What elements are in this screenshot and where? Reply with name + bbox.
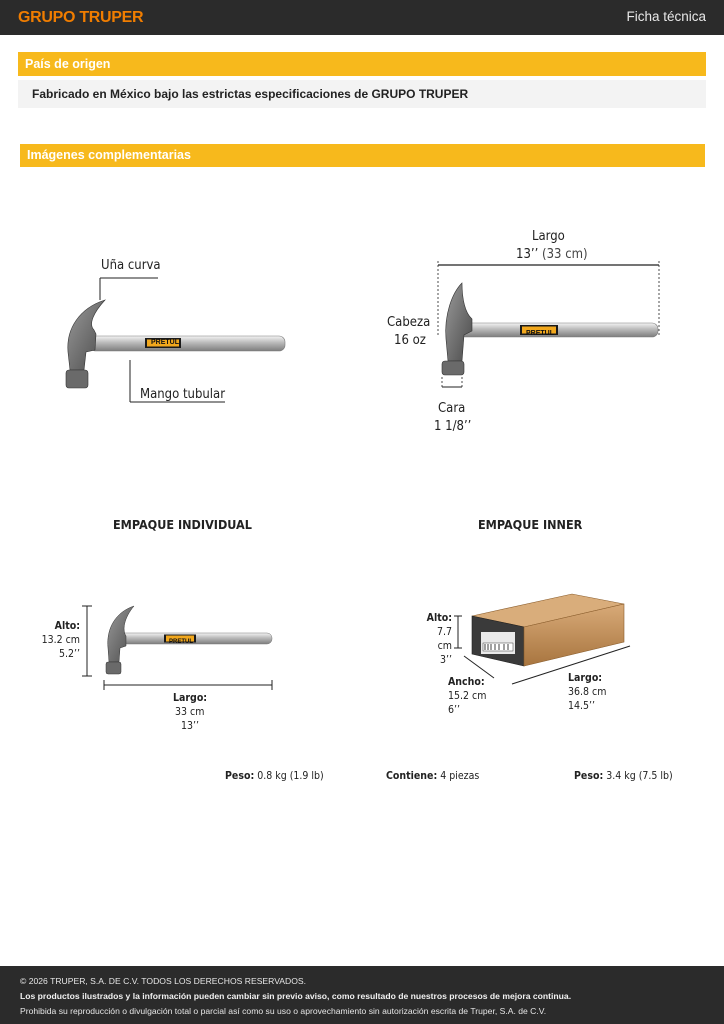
length-value — [516, 246, 588, 263]
individual-height-cm: 13.2 cm — [41, 634, 80, 646]
length-label: Largo — [532, 229, 565, 244]
individual-length-cm: 33 cm — [175, 706, 205, 718]
inner-weight — [574, 769, 673, 783]
inner-weight-label: Peso: — [574, 770, 604, 782]
inner-contains-value: 4 piezas — [440, 770, 480, 782]
doc-type-label: Ficha técnica — [626, 9, 706, 24]
individual-height-in: 5.2’’ — [58, 648, 80, 660]
inner-height — [420, 611, 452, 667]
inner-pack-title: EMPAQUE INNER — [478, 517, 583, 532]
individual-weight-label: Peso: — [225, 770, 255, 782]
head-value: 16 oz — [394, 333, 426, 348]
images-section-title: Imágenes complementarias — [20, 144, 705, 167]
individual-weight — [225, 769, 324, 783]
footer — [0, 966, 724, 1024]
footer-prohibition: Prohibida su reproducción o divulgación total o parcial así como su uso o aprovechamiento sin autorización escrita de Truper, S.A. de C.V. — [20, 1006, 547, 1016]
inner-height-label: Alto: — [426, 612, 452, 624]
inner-length-cm: 36.8 cm — [568, 686, 607, 698]
brand-label-1: PRETUL — [151, 339, 179, 346]
claw-callout: Uña curva — [101, 258, 161, 273]
inner-contains — [386, 769, 479, 783]
brand-label-2: PRETUL — [526, 330, 554, 337]
individual-weight-value: 0.8 kg (1.9 lb) — [257, 770, 324, 782]
inner-width-cm: 15.2 cm — [448, 690, 487, 702]
inner-length-label: Largo: — [568, 672, 603, 684]
footer-notice: Los productos ilustrados y la información pueden cambiar sin previo aviso, como resultado de nuestros procesos de mejora continua. — [20, 991, 572, 1001]
inner-length — [568, 671, 606, 713]
individual-length — [173, 691, 207, 733]
inner-width-label: Ancho: — [448, 676, 485, 688]
individual-length-label: Largo: — [173, 692, 208, 704]
face-value: 1 1/8’’ — [434, 419, 472, 434]
inner-weight-value: 3.4 kg (7.5 lb) — [606, 770, 673, 782]
inner-height-cm: 7.7 cm — [436, 626, 452, 652]
length-metric: (33 cm) — [542, 247, 588, 262]
brand-label-3: PRETUL — [169, 639, 193, 645]
inner-width-in: 6’’ — [448, 704, 461, 716]
logo: GRUPO TRUPER — [18, 9, 144, 26]
individual-length-in: 13’’ — [181, 720, 200, 732]
individual-height-label: Alto: — [54, 620, 80, 632]
face-label: Cara — [438, 401, 466, 416]
inner-length-in: 14.5’’ — [568, 700, 596, 712]
head-label: Cabeza — [387, 315, 431, 330]
individual-pack-title: EMPAQUE INDIVIDUAL — [113, 517, 252, 532]
length-inches: 13’’ — [516, 247, 539, 262]
individual-height — [41, 619, 80, 661]
origin-section-title: País de origen — [18, 52, 706, 76]
inner-contains-label: Contiene: — [386, 770, 438, 782]
inner-height-in: 3’’ — [439, 654, 452, 666]
inner-width — [448, 675, 486, 717]
footer-copyright: © 2026 TRUPER, S.A. DE C.V. TODOS LOS DERECHOS RESERVADOS. — [20, 976, 307, 986]
origin-text: Fabricado en México bajo las estrictas especificaciones de GRUPO TRUPER — [18, 80, 706, 108]
handle-callout: Mango tubular — [140, 387, 226, 402]
top-bar — [0, 0, 724, 35]
